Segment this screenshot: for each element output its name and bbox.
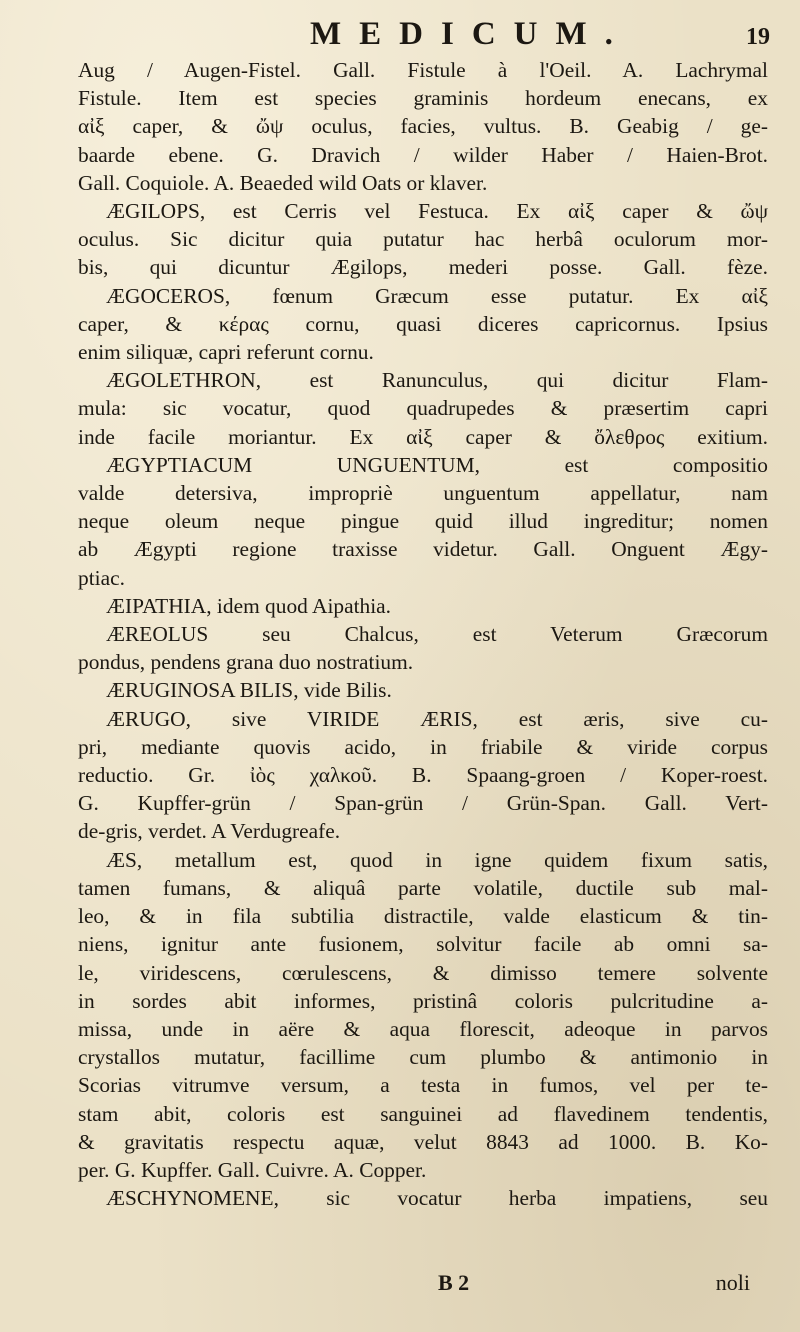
entry-aeschynomene: ÆSCHYNOMENE, sic vocatur herba impatiens, seu [106,1186,768,1211]
text-line: αἰξ caper, & ὤψ oculus, facies, vultus. B. Geabig / ge- [78,114,768,139]
entry-aegolethron: ÆGOLETHRON, est Ranunculus, qui dicitur Flam- [106,368,768,393]
text-line: neque oleum neque pingue quid illud ingreditur; nomen [78,509,768,534]
text-line: stam abit, coloris est sanguinei ad flavedinem tendentis, [78,1101,768,1126]
text-line: inde facile moriantur. Ex αἰξ caper & ὄλεθρος exitium. [78,424,768,449]
text-line: Aug / Augen-Fistel. Gall. Fistule à l'Oeil. A. Lachrymal [78,58,768,82]
page-footer [78,1270,768,1300]
catchword: noli [715,1270,750,1295]
entry-aeruginosa: ÆRUGINOSA BILIS, vide Bilis. [106,678,392,703]
entry-aegyptiacum: ÆGYPTIACUM UNGUENTUM, est compositio [106,452,768,477]
entry-aes: ÆS, metallum est, quod in igne quidem fixum satis, [106,847,768,872]
text-line: Gall. Coquiole. A. Beaeded wild Oats or klaver. [78,170,488,195]
entry-aerugo: ÆRUGO, sive VIRIDE ÆRIS, est æris, sive cu- [106,706,768,731]
signature-mark: B 2 [438,1270,470,1295]
entry-aegoceros: ÆGOCEROS, fœnum Græcum esse putatur. Ex αἰξ [106,283,768,308]
text-line: leo, & in fila subtilia distractile, valde elasticum & tin- [78,904,768,929]
running-head: MEDICUM. [310,16,631,52]
text-line: oculus. Sic dicitur quia putatur hac herbâ oculorum mor- [78,227,768,252]
text-line: ptiac. [78,565,125,590]
entry-aereolus: ÆREOLUS seu Chalcus, est Veterum Græcorum [106,622,768,647]
text-line: tamen fumans, & aliquâ parte volatile, ductile sub mal- [78,875,768,900]
text-line: G. Kupffer-grün / Span-grün / Grün-Span. Gall. Vert- [78,791,768,816]
text-line: crystallos mutatur, facillime cum plumbo & antimonio in [78,1045,768,1070]
dictionary-text [78,56,768,1212]
text-line: Fistule. Item est species graminis hordeum enecans, ex [78,86,768,111]
text-line: per. G. Kupffer. Gall. Cuivre. A. Copper. [78,1157,427,1182]
text-line: valde detersiva, impropriè unguentum appellatur, nam [78,481,768,506]
entry-aeipathia: ÆIPATHIA, idem quod Aipathia. [106,593,392,618]
text-line: pondus, pendens grana duo nostratium. [78,650,414,675]
text-line: de-gris, verdet. A Verdugreafe. [78,819,341,844]
text-line: Scorias vitrumve versum, a testa in fumos, vel per te- [78,1073,768,1098]
text-line: ab Ægypti regione traxisse videtur. Gall. Onguent Ægy- [78,537,768,562]
text-line: reductio. Gr. ἰὸς χαλκοῦ. B. Spaang-groen / Koper-roest. [78,763,768,788]
text-line: missa, unde in aëre & aqua florescit, adeoque in parvos [78,1016,768,1041]
text-line: pri, mediante quovis acido, in friabile & viride corpus [78,734,768,759]
text-line: baarde ebene. G. Dravich / wilder Haber / Haien-Brot. [78,142,768,167]
entry-aegilops: ÆGILOPS, est Cerris vel Festuca. Ex αἰξ caper & ὤψ [106,199,768,224]
text-line: niens, ignitur ante fusionem, solvitur facile ab omni sa- [78,932,768,957]
page-header [180,14,780,54]
text-line: in sordes abit informes, pristinâ coloris pulcritudine a- [78,988,768,1013]
text-line: & gravitatis respectu aquæ, velut 8843 ad 1000. B. Ko- [78,1129,768,1154]
text-line: caper, & κέρας cornu, quasi diceres capricornus. Ipsius [78,311,768,336]
text-line: enim siliquæ, capri referunt cornu. [78,340,374,365]
page-number: 19 [746,24,770,50]
text-line: bis, qui dicuntur Ægilops, mederi posse. Gall. fèze. [78,255,768,280]
text-line: le, viridescens, cœrulescens, & dimisso temere solvente [78,960,768,985]
text-line: mula: sic vocatur, quod quadrupedes & præsertim capri [78,396,768,421]
